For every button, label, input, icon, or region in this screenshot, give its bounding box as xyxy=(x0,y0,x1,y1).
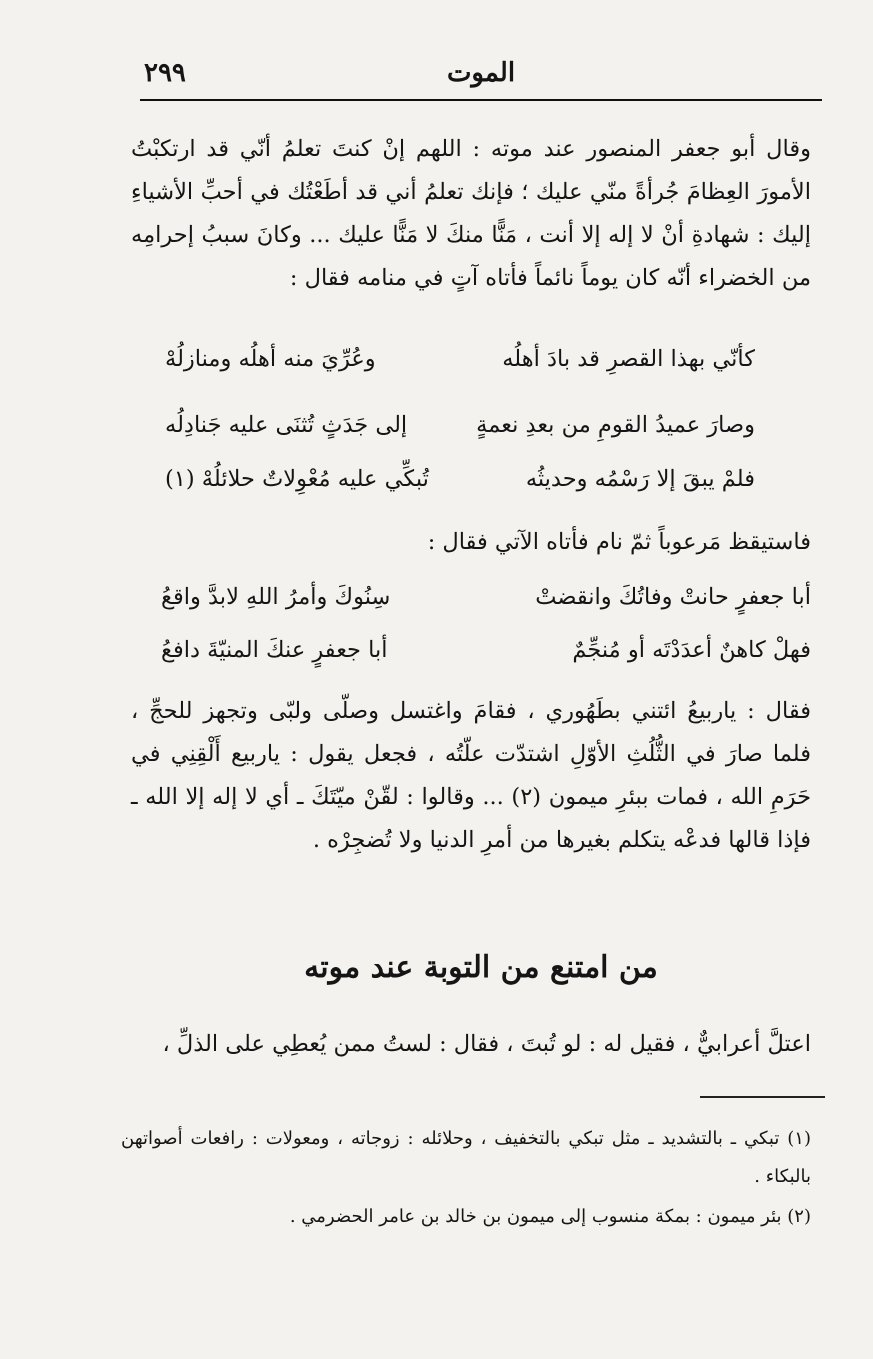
verse-line xyxy=(165,342,755,385)
verse-first-hemistich: أبا جعفرٍ حانتْ وفاتُكَ وانقضتْ xyxy=(535,584,811,610)
paragraph-intro: وقال أبو جعفر المنصور عند موته : اللهم إنْ كنتَ تعلمُ أنّي قد ارتكبْتُ الأمورَ العِظامَ جُرأةً منّي عليك ؛ فإنك تعلمُ أني قد أطَعْتُك في أحبِّ الأشياءِ إليك : شهادةِ أنْ لا إله إلا أنت ، مَنًّا منكَ لا مَنًّا عليك ... وكانَ سببُ إحرامِه من الخضراء أنّه كان يوماً نائماً فأتاه آتٍ في منامه فقال : xyxy=(131,136,811,291)
verse-first-hemistich: وصارَ عميدُ القومِ من بعدِ نعمةٍ xyxy=(476,412,755,438)
section-heading: من امتنع من التوبة عند موته xyxy=(304,950,658,985)
paragraph-death: فقال : ياربيعُ ائتني بطَهُوري ، فقامَ واغتسل وصلّى ولبّى وتجهز للحجِّ ، فلما صارَ في الثُّلُثِ الأوّلِ اشتدّت علّتُه ، فجعل يقول : ياربيع أَلْقِنِي في حَرَمِ الله ، فمات ببئرِ ميمون (٢) ... وقالوا : لقّنْ ميّتَكَ ـ أي لا إله إلا الله ـ فإذا قالها فدعْه يتكلم بغيرها من أمرِ الدنيا ولا تُضجِرْه . xyxy=(131,698,811,853)
page-number: ٢٩٩ xyxy=(144,58,186,88)
verse-line xyxy=(165,462,755,505)
verse-line xyxy=(165,408,755,451)
verse-second-hemistich: أبا جعفرٍ عنكَ المنيّةَ دافعُ xyxy=(161,637,388,663)
page-title: الموت xyxy=(446,58,516,88)
verse-first-hemistich: فلمْ يبقَ إلا رَسْمُه وحديثُه xyxy=(525,466,755,492)
footnote-1: (١) تبكي ـ بالتشديد ـ مثل تبكي بالتخفيف ، وحلائله : زوجاته ، ومعولات : رافعات أصواتهن بالبكاء . xyxy=(121,1128,811,1187)
footnote-rule xyxy=(700,1096,825,1098)
verse-second-hemistich: إلى جَدَثٍ تُثنَى عليه جَنادِلُه xyxy=(165,412,408,438)
verse-second-hemistich: وعُرِّيَ منه أهلُه ومنازلُهْ xyxy=(165,346,376,372)
header-rule xyxy=(140,99,822,101)
verse-second-hemistich: سِنُوكَ وأمرُ اللهِ لابدَّ واقعُ xyxy=(161,584,391,610)
paragraph-awakening: فاستيقظ مَرعوباً ثمّ نام فأتاه الآتي فقال : xyxy=(427,529,811,555)
paragraph-bedouin: اعتلَّ أعرابيٌّ ، فقيل له : لو تُبتَ ، فقال : لستُ ممن يُعطِي على الذلِّ ، xyxy=(162,1031,811,1057)
running-head xyxy=(140,52,822,94)
verse-first-hemistich: كأنّي بهذا القصرِ قد بادَ أهلُه xyxy=(502,346,755,372)
verse-line xyxy=(161,633,811,676)
verse-first-hemistich: فهلْ كاهنٌ أعدَدْتَه أو مُنجِّمٌ xyxy=(572,637,811,663)
verse-second-hemistich: تُبكِّي عليه مُعْوِلاتٌ حلائلُهْ (١) xyxy=(165,466,429,492)
footnote-2: (٢) بئر ميمون : بمكة منسوب إلى ميمون بن خالد بن عامر الحضرمي . xyxy=(289,1206,811,1227)
verse-line xyxy=(161,580,811,623)
